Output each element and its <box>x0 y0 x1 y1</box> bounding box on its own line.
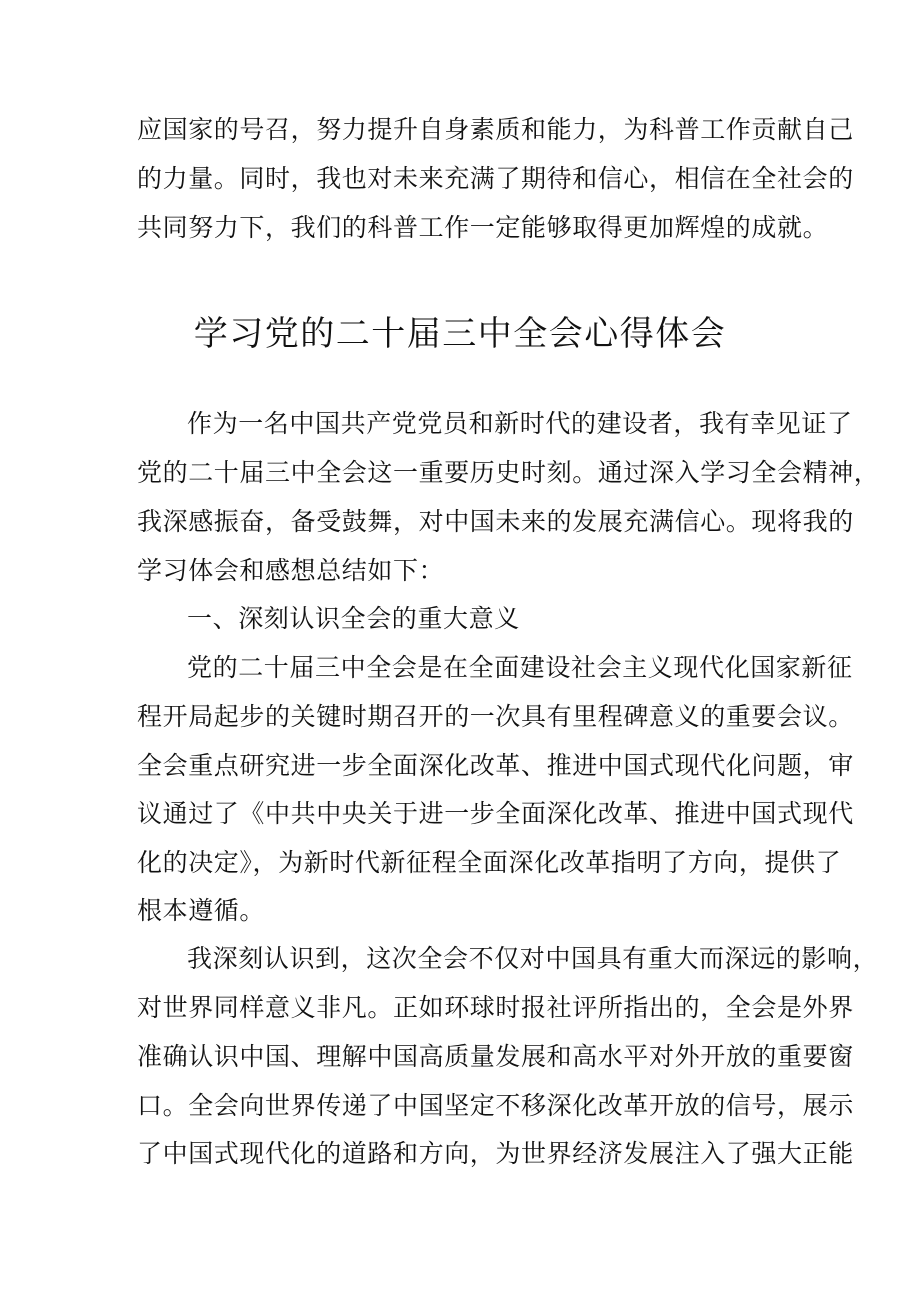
text-line: 共同努力下，我们的科普工作一定能够取得更加辉煌的成就。 <box>137 213 829 242</box>
text-line: 我深感振奋，备受鼓舞，对中国未来的发展充满信心。现将我的 <box>137 507 854 536</box>
text-line: 应国家的号召，努力提升自身素质和能力，为科普工作贡献自己 <box>137 115 854 144</box>
text-line: 作为一名中国共产党党员和新时代的建设者，我有幸见证了 <box>187 409 853 438</box>
section-heading: 一、深刻认识全会的重大意义 <box>187 604 520 633</box>
text-line: 党的二十届三中全会是在全面建设社会主义现代化国家新征 <box>187 653 853 682</box>
text-line: 党的二十届三中全会这一重要历史时刻。通过深入学习全会精神， <box>137 458 880 487</box>
text-line: 根本遵循。 <box>137 896 266 925</box>
text-line: 的力量。同时，我也对未来充满了期待和信心，相信在全社会的 <box>137 164 854 193</box>
text-line: 口。全会向世界传递了中国坚定不移深化改革开放的信号，展示 <box>137 1091 854 1120</box>
text-line: 对世界同样意义非凡。正如环球时报社评所指出的，全会是外界 <box>137 993 854 1022</box>
text-line: 化的决定》，为新时代新征程全面深化改革指明了方向，提供了 <box>137 848 842 877</box>
text-line: 程开局起步的关键时期召开的一次具有里程碑意义的重要会议。 <box>137 702 854 731</box>
text-line: 议通过了《中共中央关于进一步全面深化改革、推进中国式现代 <box>137 799 854 828</box>
text-line: 准确认识中国、理解中国高质量发展和高水平对外开放的重要窗 <box>137 1042 854 1071</box>
text-line: 全会重点研究进一步全面深化改革、推进中国式现代化问题，审 <box>137 751 854 780</box>
document-title: 学习党的二十届三中全会心得体会 <box>193 314 727 354</box>
text-line: 了中国式现代化的道路和方向，为世界经济发展注入了强大正能 <box>137 1139 854 1168</box>
text-line: 学习体会和感想总结如下： <box>137 556 445 585</box>
text-line: 我深刻认识到，这次全会不仅对中国具有重大而深远的影响， <box>187 944 879 973</box>
